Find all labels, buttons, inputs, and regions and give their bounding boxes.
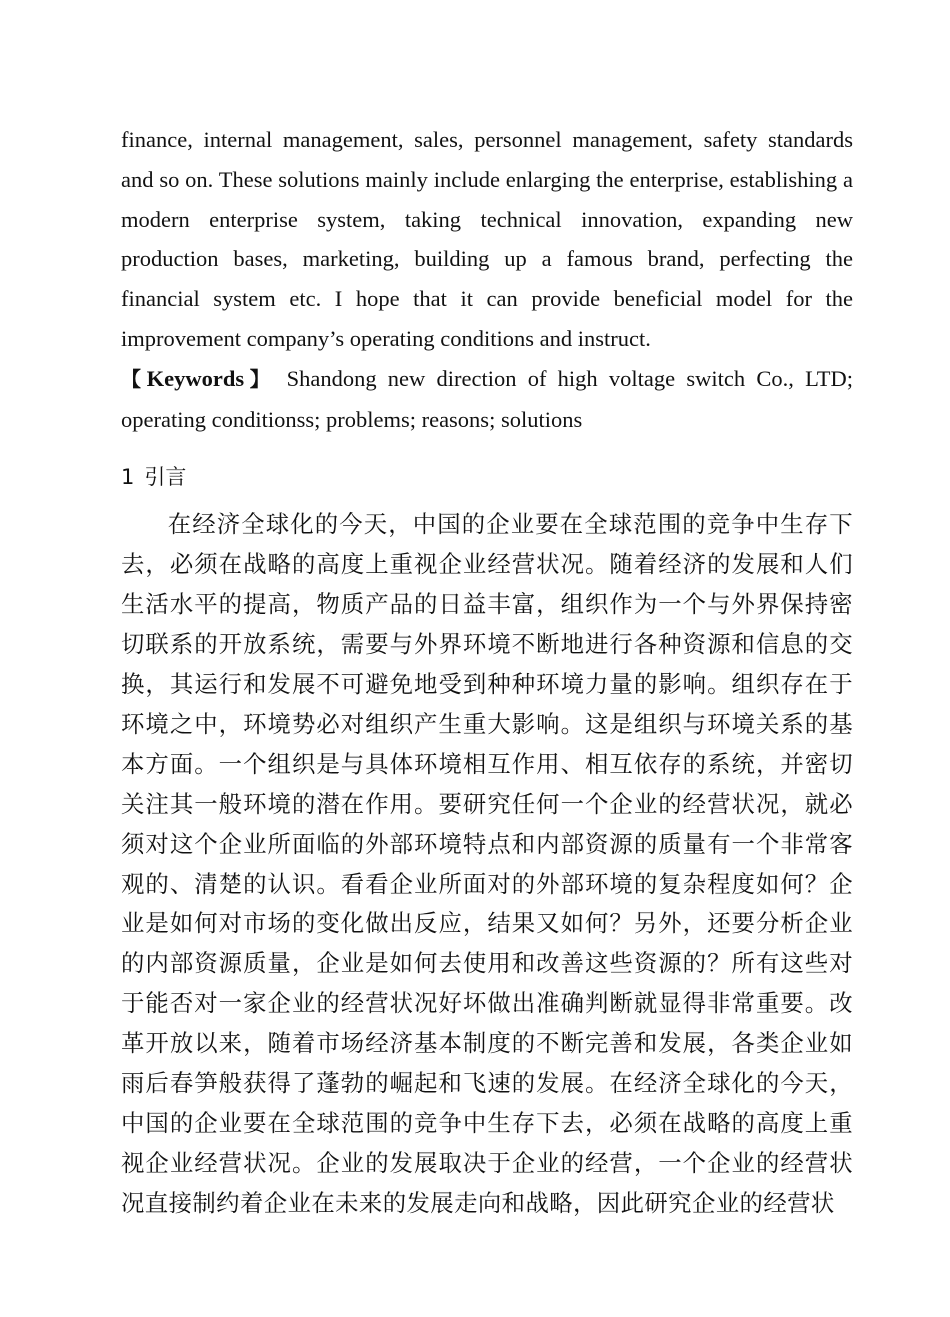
section-title: 引言	[144, 465, 187, 490]
keywords-label: Keywords	[146, 365, 245, 391]
document-page	[121, 120, 853, 1224]
keywords-text: Shandong new direction of high voltage switch Co., LTD; operating conditionss; problems; reasons; solutions	[121, 365, 854, 432]
abstract-continuation: finance, internal management, sales, personnel management, safety standards and so on. These solutions mainly include enlarging the enterprise, establishing a modern enterprise system, taking technical innovation, expanding new production bases, marketing, building up a famous brand, perfecting the financial system etc. I hope that it can provide beneficial model for the improvement company’s operating conditions and instruct.	[121, 127, 853, 351]
keywords-line	[121, 359, 853, 440]
keywords-bracket-open: 【	[121, 366, 147, 391]
section-number: 1	[121, 465, 135, 490]
section-heading	[121, 457, 853, 497]
body-paragraph: 在经济全球化的今天，中国的企业要在全球范围的竞争中生存下去，必须在战略的高度上重视企业经营状况。随着经济的发展和人们生活水平的提高，物质产品的日益丰富，组织作为一个与外界保持密切联系的开放系统，需要与外界环境不断地进行各种资源和信息的交换，其运行和发展不可避免地受到种种环境力量的影响。组织存在于环境之中，环境势必对组织产生重大影响。这是组织与环境关系的基本方面。一个组织是与具体环境相互作用、相互依存的系统，并密切关注其一般环境的潜在作用。要研究任何一个企业的经营状况，就必须对这个企业所面临的外部环境特点和内部资源的质量有一个非常客观的、清楚的认识。看看企业所面对的外部环境的复杂程度如何？企业是如何对市场的变化做出反应，结果又如何？另外，还要分析企业的内部资源质量，企业是如何去使用和改善这些资源的？所有这些对于能否对一家企业的经营状况好坏做出准确判断就显得非常重要。改革开放以来，随着市场经济基本制度的不断完善和发展，各类企业如雨后春笋般获得了蓬勃的崛起和飞速的发展。在经济全球化的今天，中国的企业要在全球范围的竞争中生存下去，必须在战略的高度上重视企业经营状况。企业的发展取决于企业的经营，一个企业的经营状况直接制约着企业在未来的发展走向和战略，因此研究企业的经营状	[121, 510, 853, 1217]
keywords-bracket-close: 】	[244, 366, 276, 391]
